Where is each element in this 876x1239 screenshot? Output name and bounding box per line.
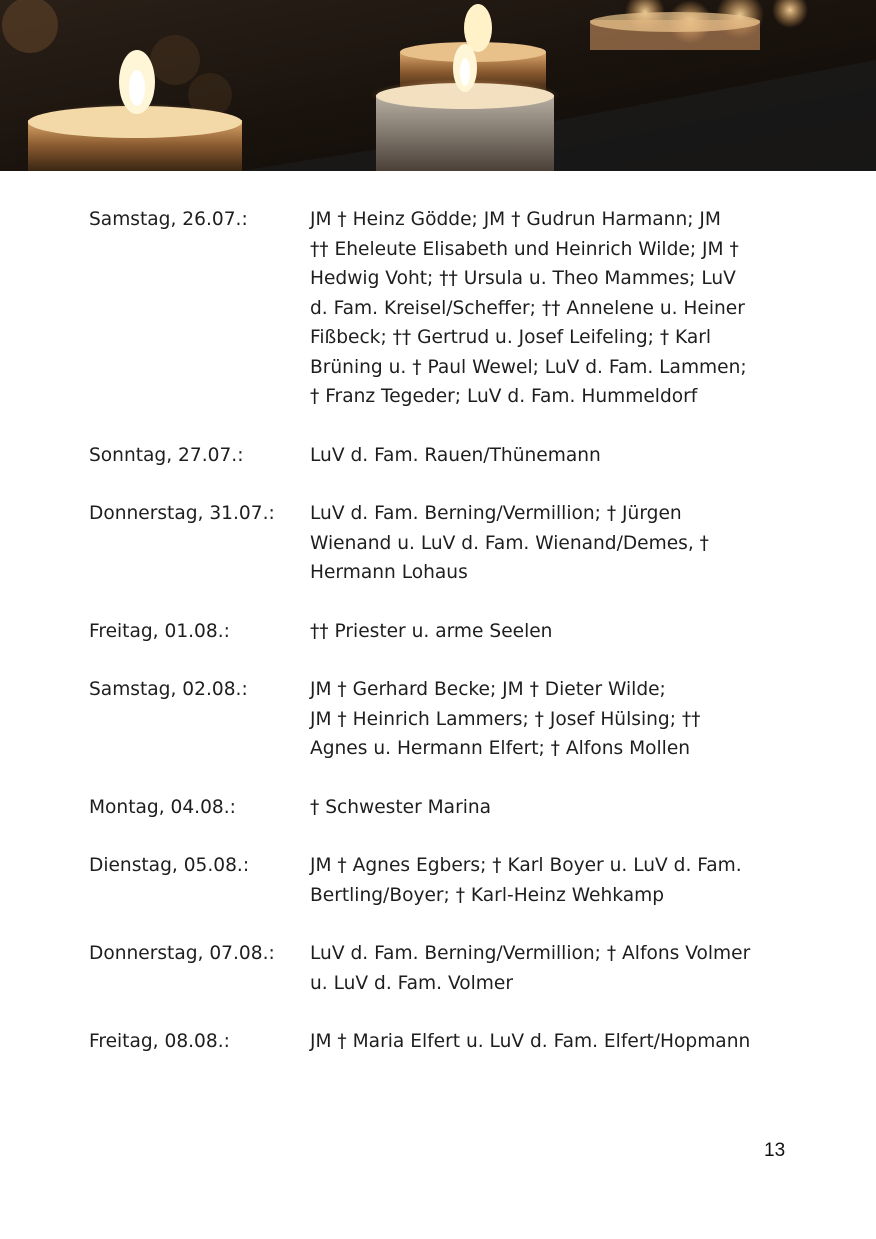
entry-date: Samstag, 26.07.: [89,209,248,230]
intention-line: Wienand u. LuV d. Fam. Wienand/Demes, † [310,532,709,554]
intention-line: JM † Agnes Egbers; † Karl Boyer u. LuV d. Fam. [310,855,742,876]
intention-line: † Franz Tegeder; LuV d. Fam. Hummeldorf [310,386,698,407]
intention-line: †† Eheleute Elisabeth und Heinrich Wilde; JM † [310,238,739,260]
page-number: 13 [764,1140,786,1161]
entry-row [89,1027,809,1057]
intention-line: Fißbeck; †† Gertrud u. Josef Leifeling; † Karl [310,327,712,348]
intention-line: u. LuV d. Fam. Volmer [310,972,514,994]
intention-line: LuV d. Fam. Berning/Vermillion; † Alfons Volmer [310,943,751,964]
entry-intentions [310,1027,792,1057]
entry-row [89,939,809,998]
intention-line: †† Priester u. arme Seelen [310,620,553,642]
entry-intentions [310,675,792,764]
intention-line: d. Fam. Kreisel/Scheffer; †† Annelene u. Heiner [310,297,745,319]
candles-photo [0,0,876,171]
entry-date: Sonntag, 27.07.: [89,444,244,466]
entry-date: Donnerstag, 07.08.: [89,943,275,964]
entry-date: Freitag, 08.08.: [89,1031,230,1052]
intention-line: Hermann Lohaus [310,562,468,583]
entry-date: Freitag, 01.08.: [89,620,230,642]
entry-row [89,617,809,647]
candles-banner-image [0,0,876,171]
mass-intentions-list [89,205,809,1086]
intention-line: JM † Heinrich Lammers; † Josef Hülsing; †† [310,708,701,730]
entry-date: Samstag, 02.08.: [89,679,248,700]
intention-line: Agnes u. Hermann Elfert; † Alfons Mollen [310,738,691,759]
entry-row [89,793,809,823]
entry-row [89,441,809,471]
intention-line: Brüning u. † Paul Wewel; LuV d. Fam. Lammen; [310,356,747,378]
entry-row [89,205,809,412]
intention-line: JM † Heinz Gödde; JM † Gudrun Harmann; JM [310,209,721,230]
intention-line: JM † Maria Elfert u. LuV d. Fam. Elfert/Hopmann [310,1031,751,1052]
intention-line: Hedwig Voht; †† Ursula u. Theo Mammes; LuV [310,268,736,289]
entry-date: Montag, 04.08.: [89,796,236,818]
intention-line: † Schwester Marina [310,796,492,818]
entry-intentions [310,793,792,823]
entry-row [89,675,809,764]
intention-line: Bertling/Boyer; † Karl-Heinz Wehkamp [310,884,665,906]
intention-line: LuV d. Fam. Berning/Vermillion; † Jürgen [310,503,682,524]
entry-date: Dienstag, 05.08.: [89,855,250,876]
entry-row [89,499,809,588]
intention-line: JM † Gerhard Becke; JM † Dieter Wilde; [310,679,666,700]
entry-intentions [310,205,792,412]
intention-line: LuV d. Fam. Rauen/Thünemann [310,444,601,466]
entry-intentions [310,939,792,998]
entry-intentions [310,441,792,471]
entry-row [89,851,809,910]
entry-intentions [310,617,792,647]
entry-date: Donnerstag, 31.07.: [89,503,275,524]
entry-intentions [310,499,792,588]
entry-intentions [310,851,792,910]
